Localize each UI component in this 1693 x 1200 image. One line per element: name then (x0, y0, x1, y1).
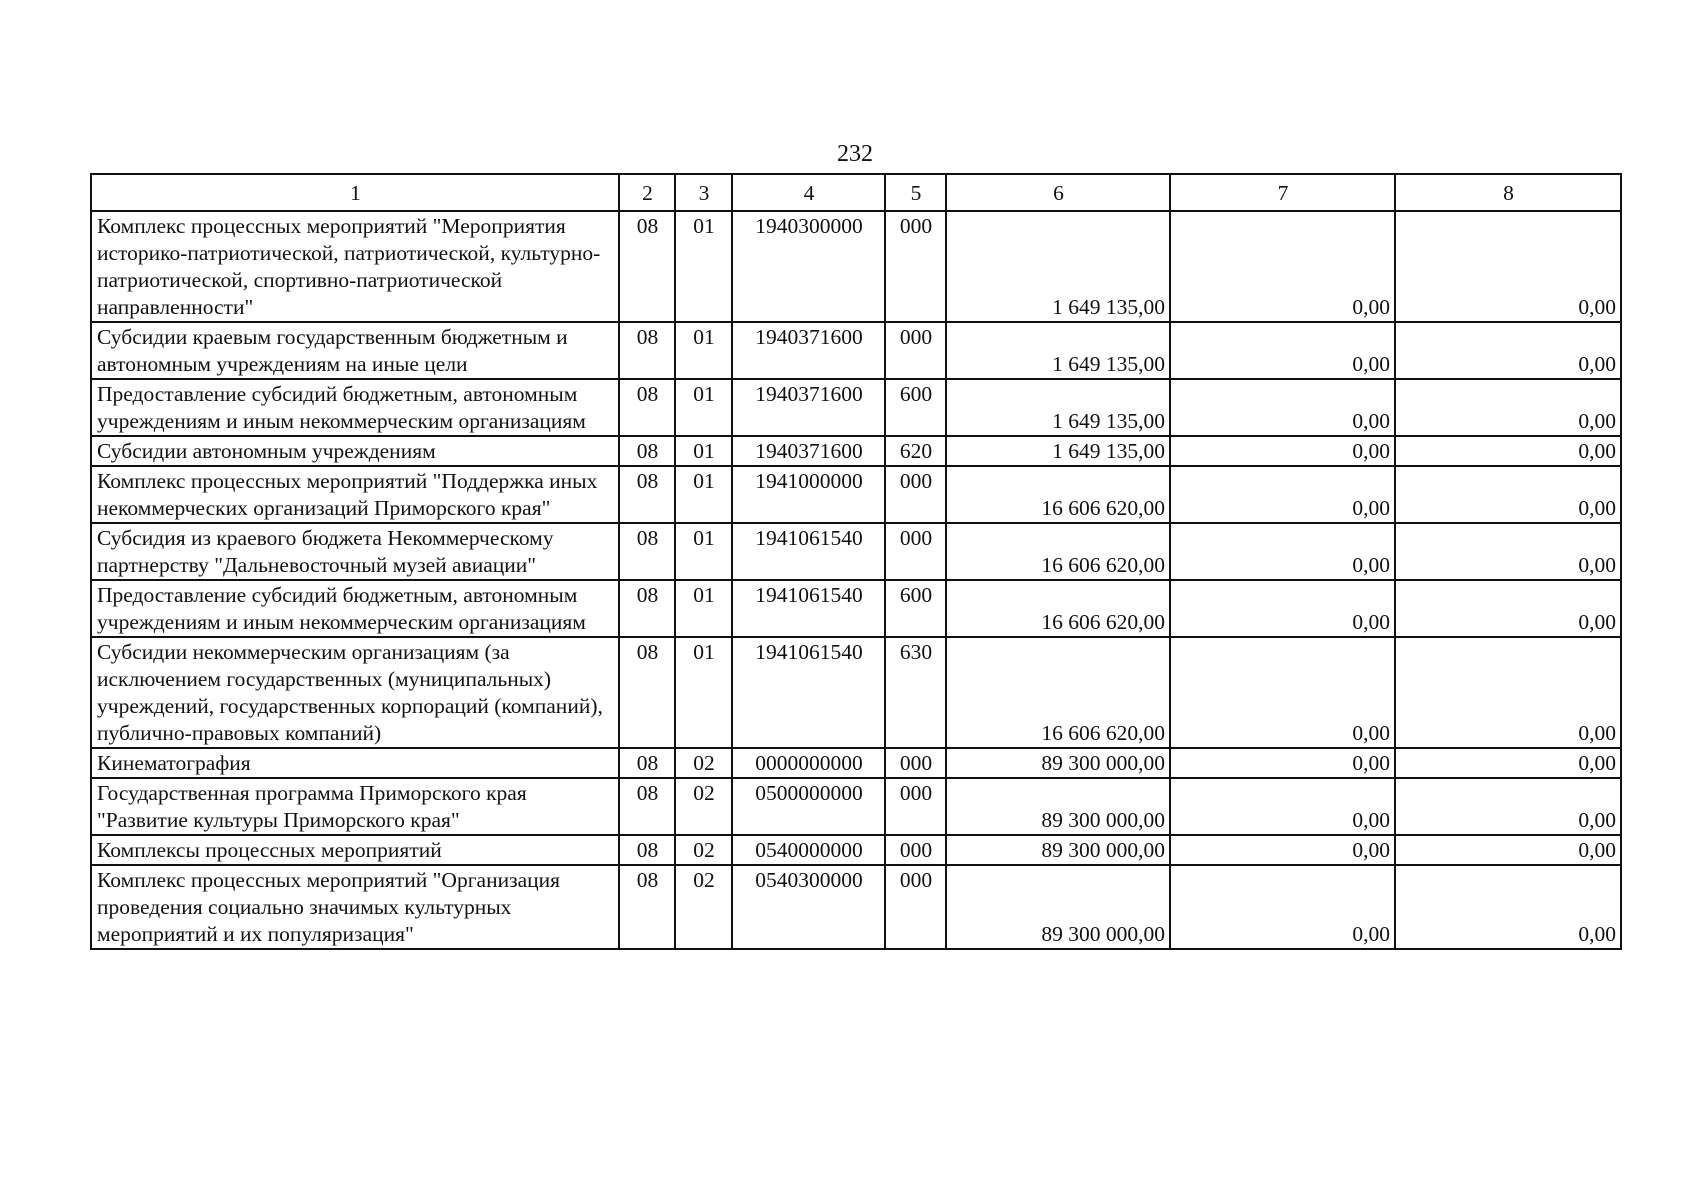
header-col-5: 5 (885, 174, 946, 211)
table-row (91, 211, 1621, 322)
table-row (91, 637, 1621, 748)
row-amount-col7: 0,00 (1170, 778, 1395, 835)
row-target-article: 1940371600 (732, 379, 885, 436)
row-target-article: 1941061540 (732, 637, 885, 748)
page-number: 232 (837, 141, 873, 167)
row-amount-col6: 89 300 000,00 (946, 778, 1170, 835)
row-amount-col7: 0,00 (1170, 580, 1395, 637)
table-row (91, 865, 1621, 949)
row-amount-col6: 1 649 135,00 (946, 436, 1170, 466)
row-name: Субсидии краевым государственным бюджетным и автономным учреждениям на иные цели (91, 322, 619, 379)
row-amount-col8: 0,00 (1395, 835, 1621, 865)
row-section: 08 (619, 835, 675, 865)
row-expense-type: 000 (885, 835, 946, 865)
row-amount-col6: 16 606 620,00 (946, 580, 1170, 637)
row-name: Предоставление субсидий бюджетным, автономным учреждениям и иным некоммерческим организациям (91, 379, 619, 436)
row-subsection: 01 (675, 322, 732, 379)
row-subsection: 02 (675, 748, 732, 778)
row-name: Государственная программа Приморского края "Развитие культуры Приморского края" (91, 778, 619, 835)
row-amount-col8: 0,00 (1395, 580, 1621, 637)
row-expense-type: 000 (885, 865, 946, 949)
row-amount-col6: 89 300 000,00 (946, 865, 1170, 949)
row-amount-col6: 89 300 000,00 (946, 748, 1170, 778)
row-expense-type: 600 (885, 580, 946, 637)
row-name: Субсидии автономным учреждениям (91, 436, 619, 466)
row-amount-col8: 0,00 (1395, 322, 1621, 379)
row-amount-col8: 0,00 (1395, 436, 1621, 466)
row-amount-col6: 16 606 620,00 (946, 637, 1170, 748)
row-amount-col6: 1 649 135,00 (946, 379, 1170, 436)
row-amount-col6: 16 606 620,00 (946, 523, 1170, 580)
row-name: Кинематография (91, 748, 619, 778)
row-subsection: 01 (675, 523, 732, 580)
row-amount-col8: 0,00 (1395, 466, 1621, 523)
row-amount-col7: 0,00 (1170, 523, 1395, 580)
row-subsection: 01 (675, 637, 732, 748)
budget-table (90, 173, 1622, 950)
row-section: 08 (619, 466, 675, 523)
row-amount-col7: 0,00 (1170, 865, 1395, 949)
row-amount-col7: 0,00 (1170, 835, 1395, 865)
row-amount-col7: 0,00 (1170, 748, 1395, 778)
row-subsection: 02 (675, 835, 732, 865)
header-col-3: 3 (675, 174, 732, 211)
row-subsection: 01 (675, 379, 732, 436)
row-amount-col8: 0,00 (1395, 379, 1621, 436)
row-section: 08 (619, 748, 675, 778)
row-expense-type: 000 (885, 211, 946, 322)
header-col-7: 7 (1170, 174, 1395, 211)
row-section: 08 (619, 379, 675, 436)
row-target-article: 1941061540 (732, 523, 885, 580)
row-amount-col8: 0,00 (1395, 778, 1621, 835)
row-subsection: 02 (675, 778, 732, 835)
row-section: 08 (619, 580, 675, 637)
row-amount-col7: 0,00 (1170, 637, 1395, 748)
row-expense-type: 620 (885, 436, 946, 466)
row-section: 08 (619, 211, 675, 322)
row-target-article: 1941061540 (732, 580, 885, 637)
row-subsection: 01 (675, 466, 732, 523)
table-row (91, 322, 1621, 379)
row-name: Субсидия из краевого бюджета Некоммерческому партнерству "Дальневосточный музей авиации" (91, 523, 619, 580)
row-subsection: 02 (675, 865, 732, 949)
row-section: 08 (619, 637, 675, 748)
row-name: Субсидии некоммерческим организациям (за исключением государственных (муниципальных) учреждений, государственных корпораций (компаний), публично-правовых компаний) (91, 637, 619, 748)
header-col-8: 8 (1395, 174, 1621, 211)
row-target-article: 1940371600 (732, 322, 885, 379)
row-target-article: 0500000000 (732, 778, 885, 835)
header-col-2: 2 (619, 174, 675, 211)
row-amount-col7: 0,00 (1170, 322, 1395, 379)
row-name: Комплекс процессных мероприятий "Мероприятия историко-патриотической, патриотической, культурно-патриотической, спортивно-патриотической направленности" (91, 211, 619, 322)
row-amount-col7: 0,00 (1170, 436, 1395, 466)
row-amount-col6: 1 649 135,00 (946, 322, 1170, 379)
row-amount-col6: 1 649 135,00 (946, 211, 1170, 322)
row-target-article: 0540000000 (732, 835, 885, 865)
row-expense-type: 000 (885, 466, 946, 523)
row-section: 08 (619, 523, 675, 580)
row-name: Комплексы процессных мероприятий (91, 835, 619, 865)
row-name: Комплекс процессных мероприятий "Поддержка иных некоммерческих организаций Приморского края" (91, 466, 619, 523)
row-amount-col7: 0,00 (1170, 211, 1395, 322)
header-row (91, 174, 1621, 211)
row-expense-type: 000 (885, 748, 946, 778)
row-expense-type: 600 (885, 379, 946, 436)
table-row (91, 580, 1621, 637)
row-expense-type: 000 (885, 523, 946, 580)
row-subsection: 01 (675, 436, 732, 466)
table-row (91, 835, 1621, 865)
row-expense-type: 000 (885, 778, 946, 835)
row-expense-type: 000 (885, 322, 946, 379)
row-amount-col8: 0,00 (1395, 748, 1621, 778)
row-amount-col8: 0,00 (1395, 865, 1621, 949)
row-amount-col7: 0,00 (1170, 466, 1395, 523)
header-col-1: 1 (91, 174, 619, 211)
row-target-article: 1941000000 (732, 466, 885, 523)
row-name: Комплекс процессных мероприятий "Организация проведения социально значимых культурных мероприятий и их популяризация" (91, 865, 619, 949)
row-target-article: 1940371600 (732, 436, 885, 466)
table-row (91, 778, 1621, 835)
table-row (91, 466, 1621, 523)
header-col-6: 6 (946, 174, 1170, 211)
row-amount-col7: 0,00 (1170, 379, 1395, 436)
row-subsection: 01 (675, 580, 732, 637)
row-target-article: 0540300000 (732, 865, 885, 949)
row-expense-type: 630 (885, 637, 946, 748)
row-target-article: 1940300000 (732, 211, 885, 322)
row-amount-col8: 0,00 (1395, 523, 1621, 580)
row-name: Предоставление субсидий бюджетным, автономным учреждениям и иным некоммерческим организациям (91, 580, 619, 637)
row-amount-col8: 0,00 (1395, 211, 1621, 322)
row-section: 08 (619, 322, 675, 379)
table-row (91, 523, 1621, 580)
row-amount-col6: 16 606 620,00 (946, 466, 1170, 523)
row-section: 08 (619, 436, 675, 466)
row-amount-col6: 89 300 000,00 (946, 835, 1170, 865)
table-row (91, 379, 1621, 436)
row-target-article: 0000000000 (732, 748, 885, 778)
table-row (91, 748, 1621, 778)
header-col-4: 4 (732, 174, 885, 211)
row-subsection: 01 (675, 211, 732, 322)
row-amount-col8: 0,00 (1395, 637, 1621, 748)
table-row (91, 436, 1621, 466)
row-section: 08 (619, 778, 675, 835)
row-section: 08 (619, 865, 675, 949)
